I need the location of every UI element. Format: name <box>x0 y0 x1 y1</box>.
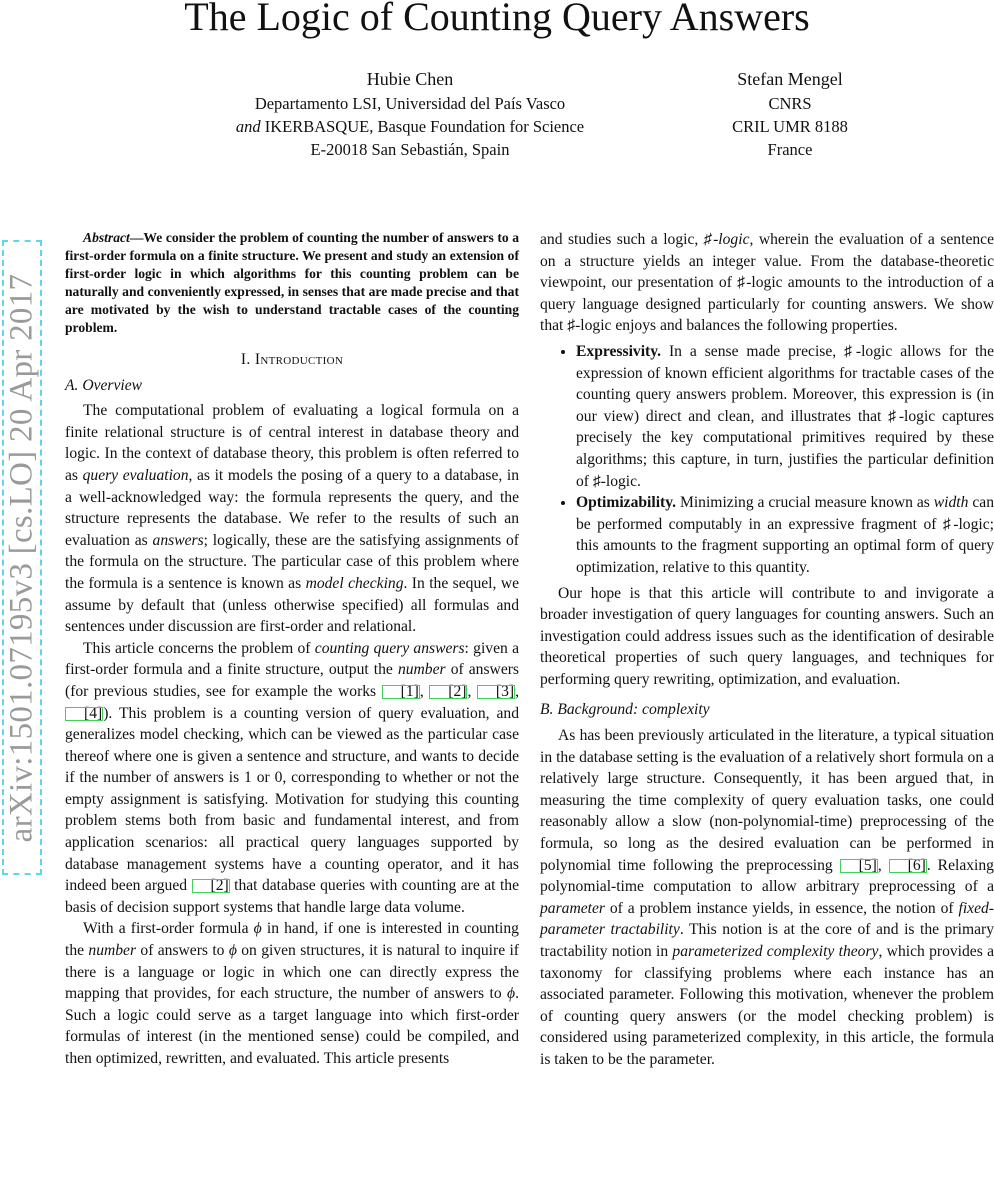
author-name: Hubie Chen <box>366 69 454 89</box>
affiliation-line: E-20018 San Sebastián, Spain <box>310 140 510 159</box>
paragraph: The computational problem of evaluating a logical formula on a finite relational structure is of central interest in database theory and logic. In the context of database theory, this problem is often referred to as query evaluation, as it models the posing of a query to a database, in a well-acknowledged way: the formula represents the query, and the structure represents the database. We refer to the results of such an evaluation as answers; logically, these are the satisfying assignments of the formula on the structure. The particular case of this problem where the formula is a sentence is known as model checking. In the sequel, we assume by default that (unless otherwise specified) all formulas and sentences under discussion are first-order and relational. <box>65 402 520 636</box>
citation-link[interactable]: [6] <box>889 859 927 873</box>
affiliation-line: CNRS <box>768 94 812 113</box>
paragraph: Our hope is that this article will contribute to and invigorate a broader investigation of query languages for counting answers. Such an investigation could address issues such as the identification of desirable theoretical properties of such query languages, and techniques for performing query rewriting, optimization, and evaluation. <box>540 584 994 688</box>
subsection-heading-overview: A. Overview <box>65 376 143 394</box>
arxiv-identifier: arXiv:1501.07195v3 [cs.LO] 20 Apr 2017 <box>3 273 40 842</box>
citation-link[interactable]: [2] <box>429 685 467 699</box>
abstract: Abstract—We consider the problem of counting the number of answers to a first-order formula on a finite structure. We present and study an extension of first-order logic in which algorithms for this counting problem can be naturally and conveniently expressed, in senses that are made precise and that are motivated by the wish to understand tractable cases of the counting problem. <box>65 230 519 335</box>
paragraph: This article concerns the problem of counting query answers: given a first-order formula and a finite structure, output the number of answers (for previous studies, see for example the works [1], [2], [3], [4]). This problem is a counting version of query evaluation, and generalizes model checking, which can be viewed as the particular case thereof where one is given a sentence and structure, and wants to decide if the number of answers is 1 or 0, corresponding to whether or not the empty assignment is satisfying. Motivation for studying this counting problem stems both from basic and fundamental interest, and from application scenarios: all practical query languages supported by database management systems have a counting operator, and it has indeed been argued [2] that database queries with counting are at the basis of decision support systems that handle large data volume. <box>65 639 520 916</box>
left-column <box>65 229 519 1070</box>
citation-link[interactable]: [3] <box>477 685 515 699</box>
list-item: • Optimizability. Minimizing a crucial measure known as width can be performed computably in an expressive fragment of ♯-logic; this amounts to the fragment supporting an optimal form of query optimization, relative to this quantity. <box>576 492 994 578</box>
affiliation-line: CRIL UMR 8188 <box>732 117 848 136</box>
author-block-1 <box>190 66 630 161</box>
affiliation-line: and IKERBASQUE, Basque Foundation for Science <box>235 117 585 136</box>
paragraph: With a first-order formula ϕ in hand, if one is interested in counting the number of answers to ϕ on given structures, it is natural to inquire if there is a language or logic in which one can directly express the mapping that provides, for each structure, the number of answers to ϕ. Such a logic could serve as a target language into which first-order formulas of interest (in the mentioned sense) could be compiled, and then optimized, rewritten, and evaluated. This article presents <box>65 920 520 1067</box>
property-list <box>540 341 994 579</box>
list-item: • Expressivity. In a sense made precise, ♯-logic allows for the expression of known efficient algorithms for tractable cases of the counting query answers problem. Moreover, this expression is (in our view) direct and clean, and illustrates that ♯-logic captures precisely the key computational primitives required by these algorithms; this capture, in turn, justifies the particular definition of ♯-logic. <box>576 341 994 492</box>
author-name: Stefan Mengel <box>737 69 843 89</box>
subsection-heading-background: B. Background: complexity <box>540 701 710 719</box>
paragraph: As has been previously articulated in the literature, a typical situation in the database setting is the evaluation of a relatively short formula on a relatively large structure. Consequently, it has been argued that, in measuring the time complexity of query evaluation tasks, one could reasonably allow a slow (non-polynomial-time) preprocessing of the formula, so long as the desired evaluation can be performed in polynomial time following the preprocessing [5], [6]. Relaxing polynomial-time computation to allow arbitrary preprocessing of a parameter of a problem instance yields, in essence, the notion of fixed-parameter tractability. This notion is at the core of and is the primary tractability notion in parameterized complexity theory, which provides a taxonomy for classifying problems where each instance has an associated parameter. Following this motivation, whenever the problem of counting query answers (or the model checking problem) is considered using parameterized complexity, in this article, the formula is taken to be the parameter. <box>540 727 994 1068</box>
arxiv-identifier-link[interactable] <box>2 240 42 875</box>
paper-title: The Logic of Counting Query Answers <box>184 0 810 39</box>
citation-link[interactable]: [4] <box>65 707 103 721</box>
section-heading-introduction: I. Introduction <box>240 351 344 368</box>
paragraph: and studies such a logic, ♯-logic, wherein the evaluation of a sentence on a structure yields an integer value. From the database-theoretic viewpoint, our presentation of ♯-logic amounts to the introduction of a query language designed particularly for counting answers. We show that ♯-logic enjoys and balances the following properties. <box>540 231 994 335</box>
affiliation-line: Departamento LSI, Universidad del País Vasco <box>254 94 566 113</box>
citation-link[interactable]: [1] <box>382 685 420 699</box>
right-column <box>540 229 994 1071</box>
author-block-2 <box>690 66 890 161</box>
citation-link[interactable]: [2] <box>192 879 230 893</box>
citation-link[interactable]: [5] <box>840 859 878 873</box>
affiliation-line: France <box>767 140 813 159</box>
